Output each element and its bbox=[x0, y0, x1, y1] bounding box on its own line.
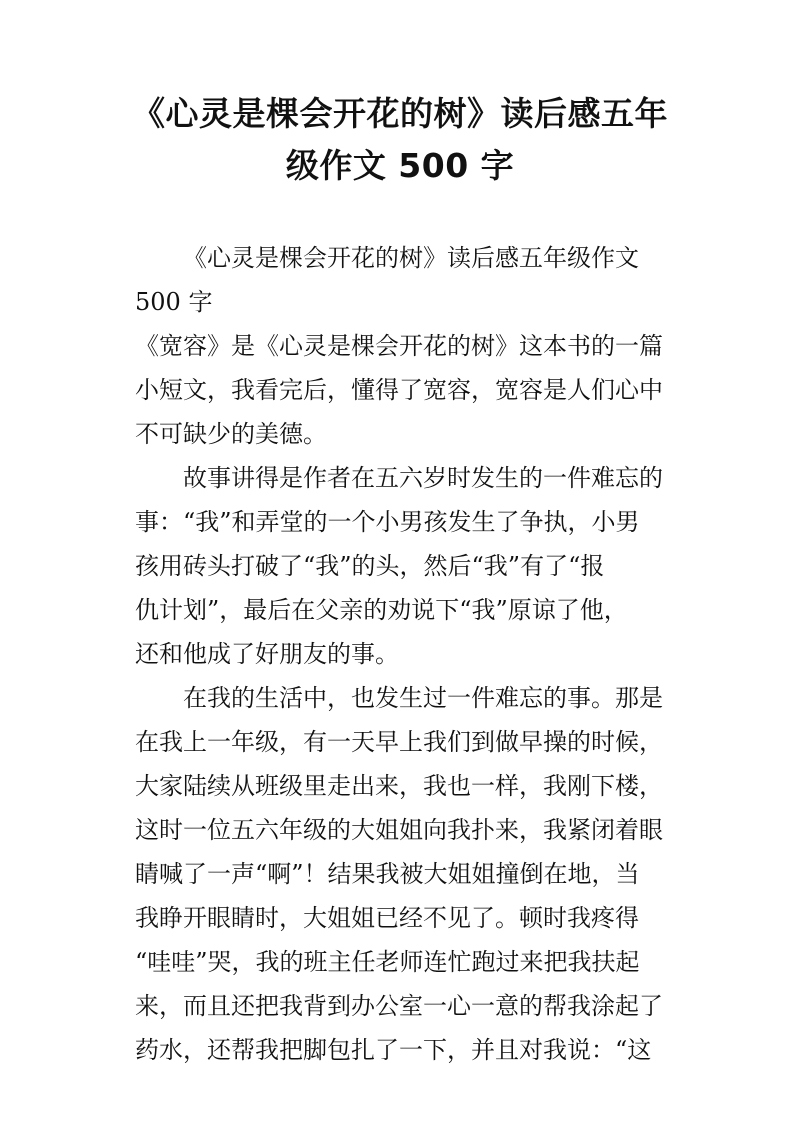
title-line-1: 《心灵是棵会开花的树》读后感五年 bbox=[132, 94, 668, 133]
body-line: 《心灵是棵会开花的树》读后感五年级作文 bbox=[183, 244, 639, 272]
body-line: 在我的生活中，也发生过一件难忘的事。那是 bbox=[183, 684, 663, 712]
body-line: 大家陆续从班级里走出来，我也一样，我刚下楼， bbox=[135, 772, 663, 800]
body-line: 不可缺少的美德。 bbox=[135, 420, 327, 448]
body-line: 《宽容》是《心灵是棵会开花的树》这本书的一篇 bbox=[135, 332, 663, 360]
body-line: 来，而且还把我背到办公室一心一意的帮我涂起了 bbox=[135, 992, 663, 1020]
body-line: 孩用砖头打破了“我”的头，然后“我”有了“报 bbox=[135, 552, 605, 580]
title-line-2: 级作文 500 字 bbox=[285, 146, 515, 185]
body-line: 这时一位五六年级的大姐姐向我扑来，我紧闭着眼 bbox=[135, 816, 663, 844]
body-line: 我睁开眼睛时，大姐姐已经不见了。顿时我疼得 bbox=[135, 904, 639, 932]
body-line: 睛喊了一声“啊”！结果我被大姐姐撞倒在地，当 bbox=[135, 860, 640, 888]
body-line: 故事讲得是作者在五六岁时发生的一件难忘的 bbox=[183, 464, 663, 492]
body-line: 还和他成了好朋友的事。 bbox=[135, 640, 399, 668]
body-line: 仇计划”，最后在父亲的劝说下“我”原谅了他， bbox=[135, 596, 628, 624]
body-line: 药水，还帮我把脚包扎了一下，并且对我说：“这 bbox=[135, 1036, 652, 1064]
body-line: “哇哇”哭，我的班主任老师连忙跑过来把我扶起 bbox=[135, 948, 640, 976]
article-body bbox=[135, 236, 675, 1072]
body-line: 事：“我”和弄堂的一个小男孩发生了争执，小男 bbox=[135, 508, 640, 536]
body-line: 小短文，我看完后，懂得了宽容，宽容是人们心中 bbox=[135, 376, 663, 404]
body-line: 500 字 bbox=[135, 288, 213, 316]
body-line: 在我上一年级，有一天早上我们到做早操的时候， bbox=[135, 728, 663, 756]
page-title bbox=[100, 88, 700, 192]
